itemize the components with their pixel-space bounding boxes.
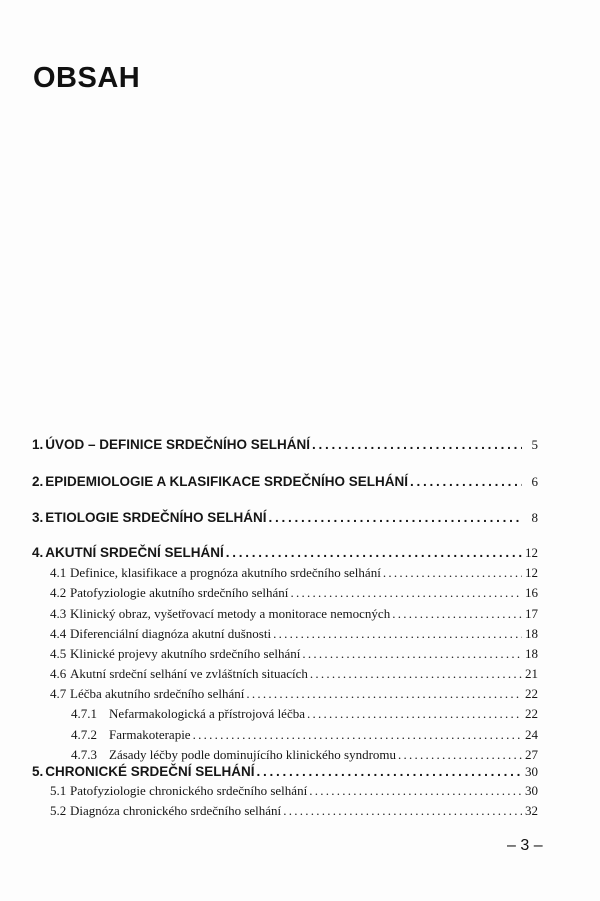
toc-section-5-1[interactable] — [50, 783, 538, 803]
toc-number: 5.2 — [50, 803, 67, 818]
toc-number: 3. — [32, 510, 44, 525]
toc-section-4-7[interactable] — [50, 686, 538, 706]
toc-number: 4.5 — [50, 646, 67, 661]
toc-page: 16 — [525, 585, 538, 600]
dot-leader — [290, 585, 522, 601]
dot-leader — [307, 706, 522, 722]
toc-page: 22 — [525, 686, 538, 701]
toc-title: Definice, klasifikace a prognóza akutního srdečního selhání — [70, 565, 381, 580]
toc-section-4-5[interactable] — [50, 646, 538, 666]
dot-leader — [283, 803, 522, 819]
toc-page: 17 — [525, 606, 538, 621]
toc-page: 5 — [531, 437, 538, 452]
toc-number: 4.6 — [50, 666, 67, 681]
toc-page: 18 — [525, 646, 538, 661]
toc-number: 4.3 — [50, 606, 67, 621]
toc-title: Akutní srdeční selhání ve zvláštních situacích — [70, 666, 308, 681]
toc-title: CHRONICKÉ SRDEČNÍ SELHÁNÍ — [45, 764, 255, 779]
page-title: OBSAH — [33, 62, 141, 94]
toc-page: 30 — [525, 764, 538, 779]
toc-chapter-1[interactable] — [32, 437, 538, 457]
toc-page: 12 — [525, 565, 538, 580]
toc-chapter-3[interactable] — [32, 510, 538, 530]
toc-title: Léčba akutního srdečního selhání — [70, 686, 245, 701]
toc-page: 32 — [525, 803, 538, 818]
dot-leader — [398, 747, 522, 763]
toc-page: 30 — [525, 783, 538, 798]
dot-leader — [246, 686, 522, 702]
toc-number: 1. — [32, 437, 44, 452]
toc-title: ETIOLOGIE SRDEČNÍHO SELHÁNÍ — [45, 510, 267, 525]
dot-leader — [392, 606, 522, 622]
dot-leader — [257, 764, 522, 779]
dot-leader — [310, 666, 522, 682]
toc-number: 4.4 — [50, 626, 67, 641]
toc-title: Farmakoterapie — [109, 727, 191, 742]
toc-page: 22 — [525, 706, 538, 721]
toc-title: EPIDEMIOLOGIE A KLASIFIKACE SRDEČNÍHO SELHÁNÍ — [45, 474, 409, 489]
toc-title: AKUTNÍ SRDEČNÍ SELHÁNÍ — [45, 545, 224, 560]
dot-leader — [226, 545, 522, 560]
toc-page: 21 — [525, 666, 538, 681]
toc-title: Zásady léčby podle dominujícího klinického syndromu — [109, 747, 397, 762]
page-number: – 3 – — [507, 837, 543, 854]
toc-title: Nefarmakologická a přístrojová léčba — [109, 706, 305, 721]
toc-number: 4. — [32, 545, 44, 560]
dot-leader — [273, 626, 522, 642]
toc-section-4-6[interactable] — [50, 666, 538, 686]
toc-section-5-2[interactable] — [50, 803, 538, 823]
dot-leader — [383, 565, 522, 581]
toc-number: 4.7.2 — [71, 727, 97, 742]
dot-leader — [410, 474, 522, 489]
toc-chapter-4[interactable] — [32, 545, 538, 565]
toc-title: Klinický obraz, vyšetřovací metody a monitorace nemocných — [70, 606, 391, 621]
toc-number: 4.7.3 — [71, 747, 97, 762]
toc-title: Diferenciální diagnóza akutní dušnosti — [70, 626, 272, 641]
toc-title: Diagnóza chronického srdečního selhání — [70, 803, 282, 818]
toc-title: ÚVOD – DEFINICE SRDEČNÍHO SELHÁNÍ — [45, 437, 311, 452]
toc-title: Klinické projevy akutního srdečního selhání — [70, 646, 301, 661]
dot-leader — [312, 437, 522, 452]
dot-leader — [269, 510, 522, 525]
toc-title: Patofyziologie chronického srdečního selhání — [70, 783, 308, 798]
toc-section-4-2[interactable] — [50, 585, 538, 605]
toc-number: 4.1 — [50, 565, 67, 580]
toc-page: 6 — [531, 474, 538, 489]
dot-leader — [193, 727, 522, 743]
toc-page: 8 — [531, 510, 538, 525]
toc-title: Patofyziologie akutního srdečního selhání — [70, 585, 289, 600]
toc-section-4-1[interactable] — [50, 565, 538, 585]
toc-number: 4.2 — [50, 585, 67, 600]
toc-number: 5.1 — [50, 783, 67, 798]
toc-section-4-3[interactable] — [50, 606, 538, 626]
dot-leader — [309, 783, 522, 799]
toc-page: 27 — [525, 747, 538, 762]
toc-page: 24 — [525, 727, 538, 742]
toc-number: 5. — [32, 764, 44, 779]
toc-section-4-4[interactable] — [50, 626, 538, 646]
toc-chapter-5[interactable] — [32, 764, 538, 784]
toc-number: 2. — [32, 474, 44, 489]
dot-leader — [302, 646, 522, 662]
toc-number: 4.7.1 — [71, 706, 97, 721]
toc-subsection-4-7-2[interactable] — [71, 727, 538, 747]
toc-page: 18 — [525, 626, 538, 641]
toc-chapter-2[interactable] — [32, 474, 538, 494]
toc-subsection-4-7-1[interactable] — [71, 706, 538, 726]
toc-number: 4.7 — [50, 686, 67, 701]
toc-page: 12 — [525, 545, 538, 560]
